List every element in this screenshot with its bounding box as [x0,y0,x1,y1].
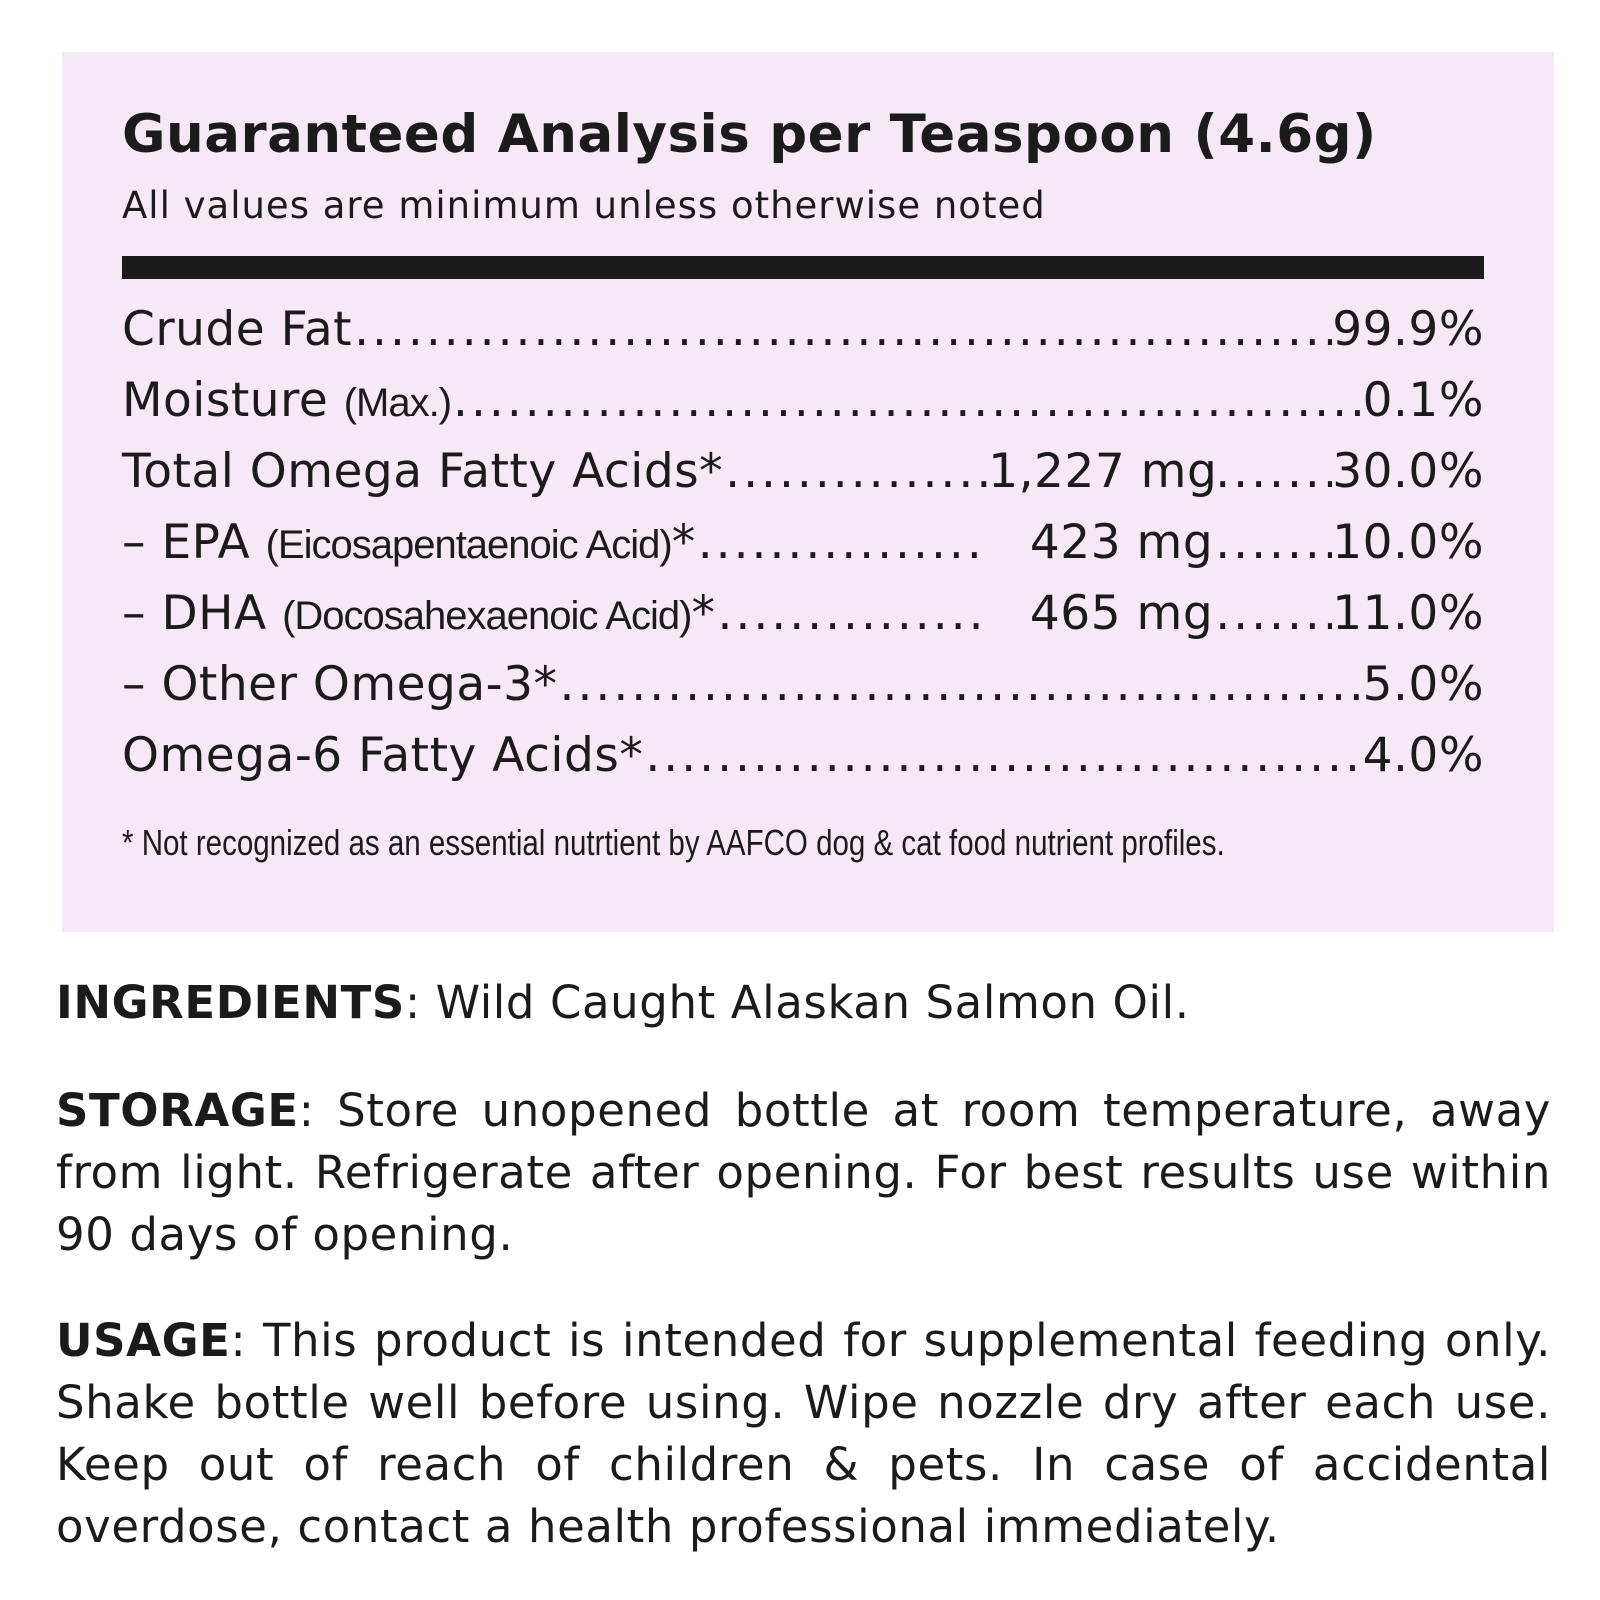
nutrient-amount: 465 mg [1029,586,1214,641]
asterisk-marker: * [619,728,644,783]
analysis-title: Guaranteed Analysis per Teaspoon (4.6g) [122,104,1377,165]
usage-text: : This product is intended for supplemental feeding only. Shake bottle well before using. Wipe nozzle dry after each use. Keep out of reach of children & pets. In case of accidental overdose, contact a health professional immediately. [56,1314,1551,1553]
asterisk-marker: * [691,586,716,641]
nutrient-row-moisture [122,373,1484,444]
nutrient-row-total-omega [122,444,1484,515]
guaranteed-analysis-panel [62,52,1554,932]
nutrient-percent: 99.9% [1332,302,1484,357]
nutrient-name: – Other Omega-3 [122,657,534,712]
aafco-footnote: * Not recognized as an essential nutrtient by AAFCO dog & cat food nutrient profiles. [122,822,1225,863]
storage-text: : Store unopened bottle at room temperature, away from light. Refrigerate after opening. For best results use within 90 days of opening. [56,1084,1551,1261]
ingredients-label: INGREDIENTS [56,976,405,1029]
nutrient-percent: 30.0% [1332,444,1484,499]
dot-leader [1213,515,1332,570]
nutrient-qualifier: (Max.) [343,381,452,425]
nutrient-row-crude-fat [122,302,1484,373]
nutrient-name: Moisture [122,373,344,428]
asterisk-marker: * [671,515,696,570]
dot-leader [715,586,988,641]
nutrient-percent: 5.0% [1362,657,1484,712]
usage-label: USAGE [56,1314,231,1367]
nutrient-name: – EPA [122,515,266,570]
dot-leader [723,444,988,499]
nutrient-row-epa [122,515,1484,586]
dot-leader [696,515,988,570]
nutrient-percent: 0.1% [1362,373,1484,428]
storage-label: STORAGE [56,1084,299,1137]
nutrient-percent: 4.0% [1362,728,1484,783]
dot-leader [451,373,1363,428]
asterisk-marker: * [699,444,724,499]
nutrient-amount: 1,227 mg [988,444,1218,499]
ingredients-section [56,972,1551,1034]
nutrient-row-omega-6 [122,728,1484,799]
nutrient-name: – DHA [122,586,283,641]
asterisk-marker: * [533,657,558,712]
nutrient-list [122,302,1484,799]
nutrient-name: Crude Fat [122,302,353,357]
ingredients-text: : Wild Caught Alaskan Salmon Oil. [404,976,1190,1029]
dot-leader [643,728,1362,783]
nutrient-name: Omega-6 Fatty Acids [122,728,620,783]
nutrient-row-other-omega-3 [122,657,1484,728]
nutrient-qualifier: (Eicosapentaenoic Acid) [265,523,672,567]
usage-section [56,1310,1551,1558]
nutrient-percent: 11.0% [1332,586,1484,641]
nutrient-qualifier: (Docosahexaenoic Acid) [282,594,692,638]
analysis-subtitle: All values are minimum unless otherwise noted [122,184,1046,227]
nutrient-percent: 10.0% [1332,515,1484,570]
dot-leader [1213,444,1332,499]
nutrient-row-dha [122,586,1484,657]
nutrient-amount: 423 mg [1029,515,1214,570]
dot-leader [1213,586,1332,641]
dot-leader [352,302,1332,357]
nutrient-name: Total Omega Fatty Acids [122,444,700,499]
dot-leader [558,657,1363,712]
storage-section [56,1080,1551,1266]
divider-rule [122,256,1484,279]
